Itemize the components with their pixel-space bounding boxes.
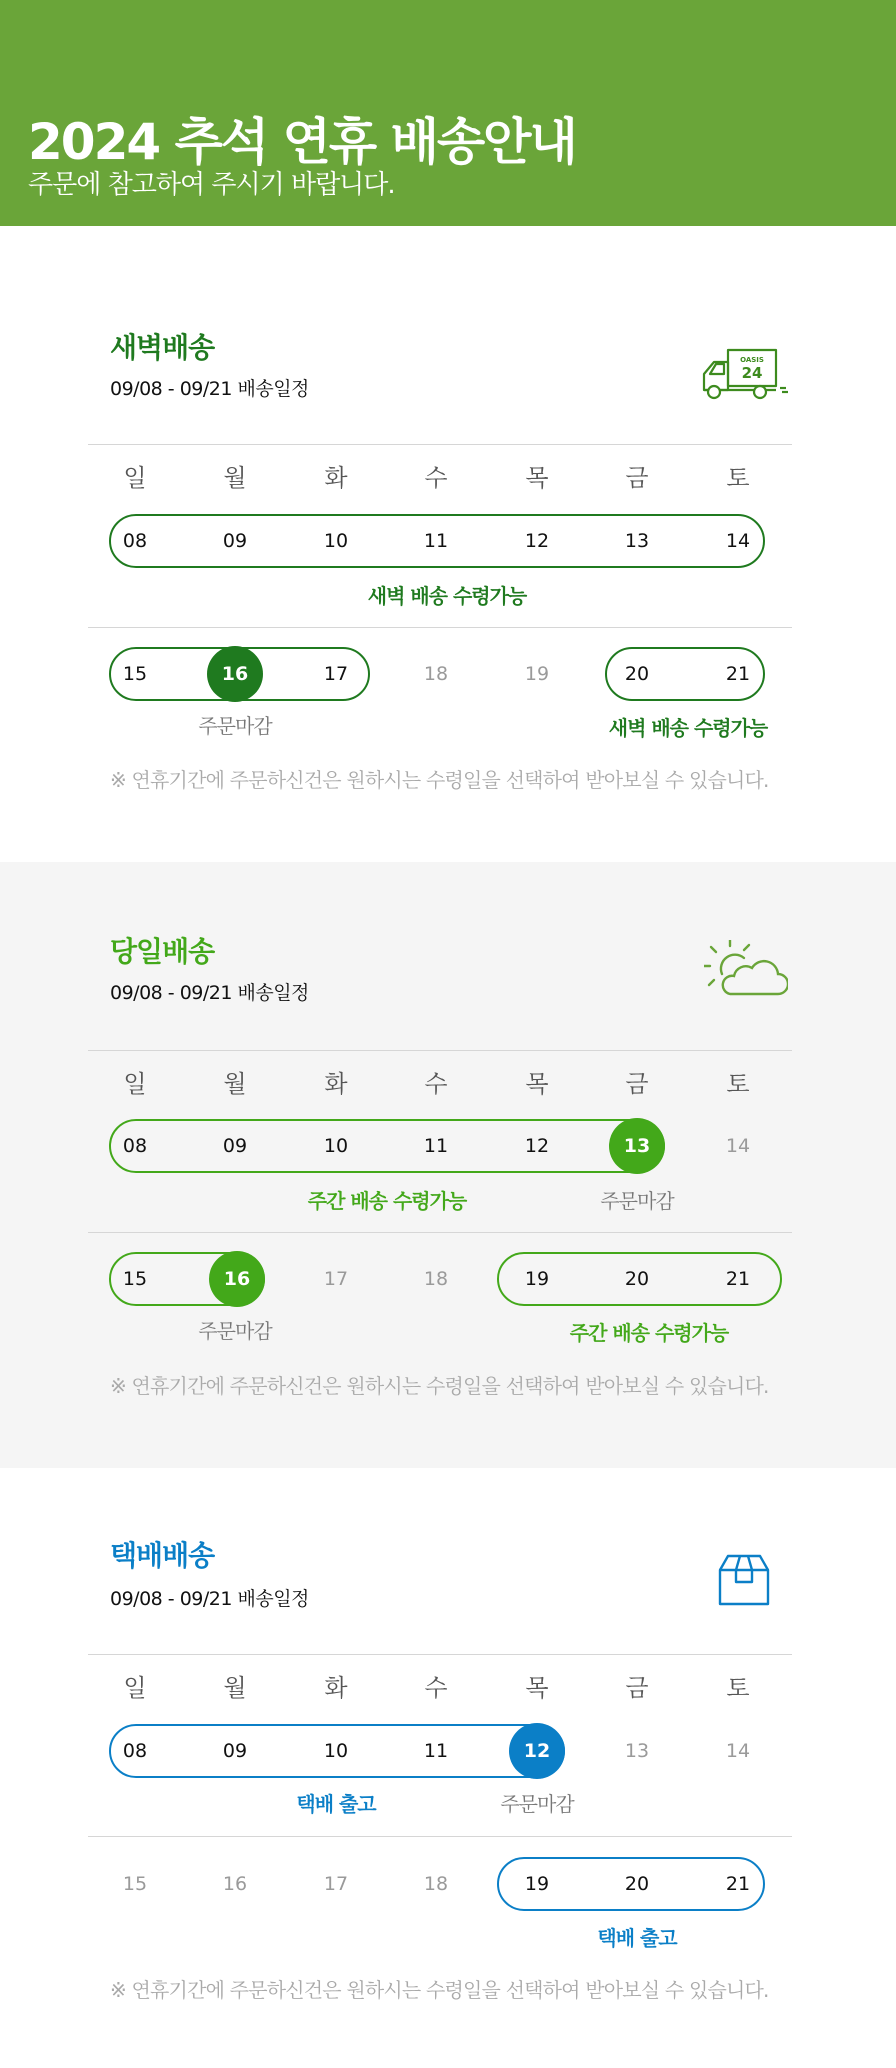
- parcel-ship-label: 택배 출고: [296, 1792, 376, 1816]
- box-icon: [716, 1552, 772, 1608]
- date-cell: 14: [725, 530, 751, 552]
- date-cell: 08: [122, 1740, 148, 1762]
- date-cell: 21: [725, 1873, 751, 1895]
- weekday-fri: 금: [625, 1674, 649, 1702]
- date-cell: 20: [624, 663, 650, 685]
- delivery-range-pill: [109, 1119, 665, 1173]
- notice-text: ※ 연휴기간에 주문하신건은 원하시는 수령일을 선택하여 받아보실 수 있습니다.: [110, 1978, 769, 2002]
- section-period: 09/08 - 09/21 배송일정: [110, 982, 309, 1004]
- divider: [88, 444, 792, 445]
- delivery-available-label: 주간 배송 수령가능: [569, 1321, 729, 1345]
- date-cell: 11: [423, 530, 449, 552]
- date-cell: 11: [423, 1740, 449, 1762]
- date-cell: 20: [624, 1268, 650, 1290]
- date-cell: 10: [323, 1135, 349, 1157]
- date-cell: 15: [122, 1268, 148, 1290]
- divider: [88, 627, 792, 628]
- date-cell: 21: [725, 663, 751, 685]
- weekday-sat: 토: [726, 1674, 750, 1702]
- date-cell: 17: [323, 1268, 349, 1290]
- date-cell: 19: [524, 1268, 550, 1290]
- date-cell: 21: [725, 1268, 751, 1290]
- order-cutoff-label: 주문마감: [500, 1792, 574, 1816]
- truck-number-text: 24: [741, 364, 763, 382]
- weekday-sat: 토: [726, 464, 750, 492]
- date-cell: 16: [222, 1873, 248, 1895]
- order-cutoff-label: 주문마감: [198, 1319, 272, 1343]
- divider: [88, 1050, 792, 1051]
- date-cell: 18: [423, 1873, 449, 1895]
- parcel-delivery-section: [0, 1468, 896, 2068]
- date-cell: 19: [524, 663, 550, 685]
- weekday-tue: 화: [324, 1070, 348, 1098]
- divider: [88, 1836, 792, 1837]
- weekday-tue: 화: [324, 1674, 348, 1702]
- date-cell: 10: [323, 1740, 349, 1762]
- date-cell: 08: [122, 1135, 148, 1157]
- date-cell: 14: [725, 1135, 751, 1157]
- weekday-fri: 금: [625, 1070, 649, 1098]
- date-cell: 19: [524, 1873, 550, 1895]
- truck-brand-text: OASIS: [740, 356, 764, 364]
- page-title: 2024 추석 연휴 배송안내: [28, 113, 576, 171]
- date-cell: 08: [122, 530, 148, 552]
- date-cell: 12: [524, 530, 550, 552]
- section-title: 당일배송: [110, 935, 215, 968]
- section-period: 09/08 - 09/21 배송일정: [110, 378, 309, 400]
- date-cell-cutoff: 16: [223, 1268, 251, 1290]
- sameday-delivery-section: [0, 862, 896, 1468]
- delivery-truck-icon: [700, 344, 790, 404]
- date-cell: 15: [122, 1873, 148, 1895]
- date-cell: 18: [423, 663, 449, 685]
- weekday-thu: 목: [525, 1070, 549, 1098]
- section-title: 택배배송: [110, 1539, 215, 1572]
- weekday-mon: 월: [223, 1674, 247, 1702]
- divider: [88, 1654, 792, 1655]
- date-cell-cutoff: 12: [523, 1740, 551, 1762]
- order-cutoff-label: 주문마감: [198, 714, 272, 738]
- sun-cloud-icon: [704, 940, 788, 1004]
- date-cell: 14: [725, 1740, 751, 1762]
- section-period: 09/08 - 09/21 배송일정: [110, 1588, 309, 1610]
- date-cell: 09: [222, 1740, 248, 1762]
- dawn-delivery-section: [0, 226, 896, 862]
- weekday-sun: 일: [123, 1674, 147, 1702]
- weekday-thu: 목: [525, 464, 549, 492]
- date-cell: 12: [524, 1135, 550, 1157]
- page-header: [0, 0, 896, 226]
- date-cell-cutoff: 13: [623, 1135, 651, 1157]
- weekday-sun: 일: [123, 1070, 147, 1098]
- parcel-ship-label: 택배 출고: [597, 1926, 677, 1950]
- date-cell: 17: [323, 1873, 349, 1895]
- date-cell: 18: [423, 1268, 449, 1290]
- weekday-tue: 화: [324, 464, 348, 492]
- weekday-fri: 금: [625, 464, 649, 492]
- notice-text: ※ 연휴기간에 주문하신건은 원하시는 수령일을 선택하여 받아보실 수 있습니다.: [110, 768, 769, 792]
- date-cell: 20: [624, 1873, 650, 1895]
- date-cell: 09: [222, 1135, 248, 1157]
- date-cell: 10: [323, 530, 349, 552]
- date-cell: 17: [323, 663, 349, 685]
- delivery-available-label: 주간 배송 수령가능: [307, 1189, 467, 1213]
- weekday-sun: 일: [123, 464, 147, 492]
- weekday-wed: 수: [424, 1070, 448, 1098]
- page-subtitle: 주문에 참고하여 주시기 바랍니다.: [28, 170, 395, 200]
- weekday-sat: 토: [726, 1070, 750, 1098]
- date-cell: 09: [222, 530, 248, 552]
- date-cell: 13: [624, 530, 650, 552]
- delivery-available-label: 새벽 배송 수령가능: [367, 584, 527, 608]
- delivery-available-label: 새벽 배송 수령가능: [608, 716, 768, 740]
- date-cell-cutoff: 16: [221, 663, 249, 685]
- divider: [88, 1232, 792, 1233]
- weekday-mon: 월: [223, 464, 247, 492]
- date-cell: 15: [122, 663, 148, 685]
- weekday-wed: 수: [424, 464, 448, 492]
- section-title: 새벽배송: [110, 331, 215, 364]
- weekday-mon: 월: [223, 1070, 247, 1098]
- date-cell: 11: [423, 1135, 449, 1157]
- date-cell: 13: [624, 1740, 650, 1762]
- weekday-thu: 목: [525, 1674, 549, 1702]
- weekday-wed: 수: [424, 1674, 448, 1702]
- order-cutoff-label: 주문마감: [600, 1189, 674, 1213]
- notice-text: ※ 연휴기간에 주문하신건은 원하시는 수령일을 선택하여 받아보실 수 있습니다.: [110, 1374, 769, 1398]
